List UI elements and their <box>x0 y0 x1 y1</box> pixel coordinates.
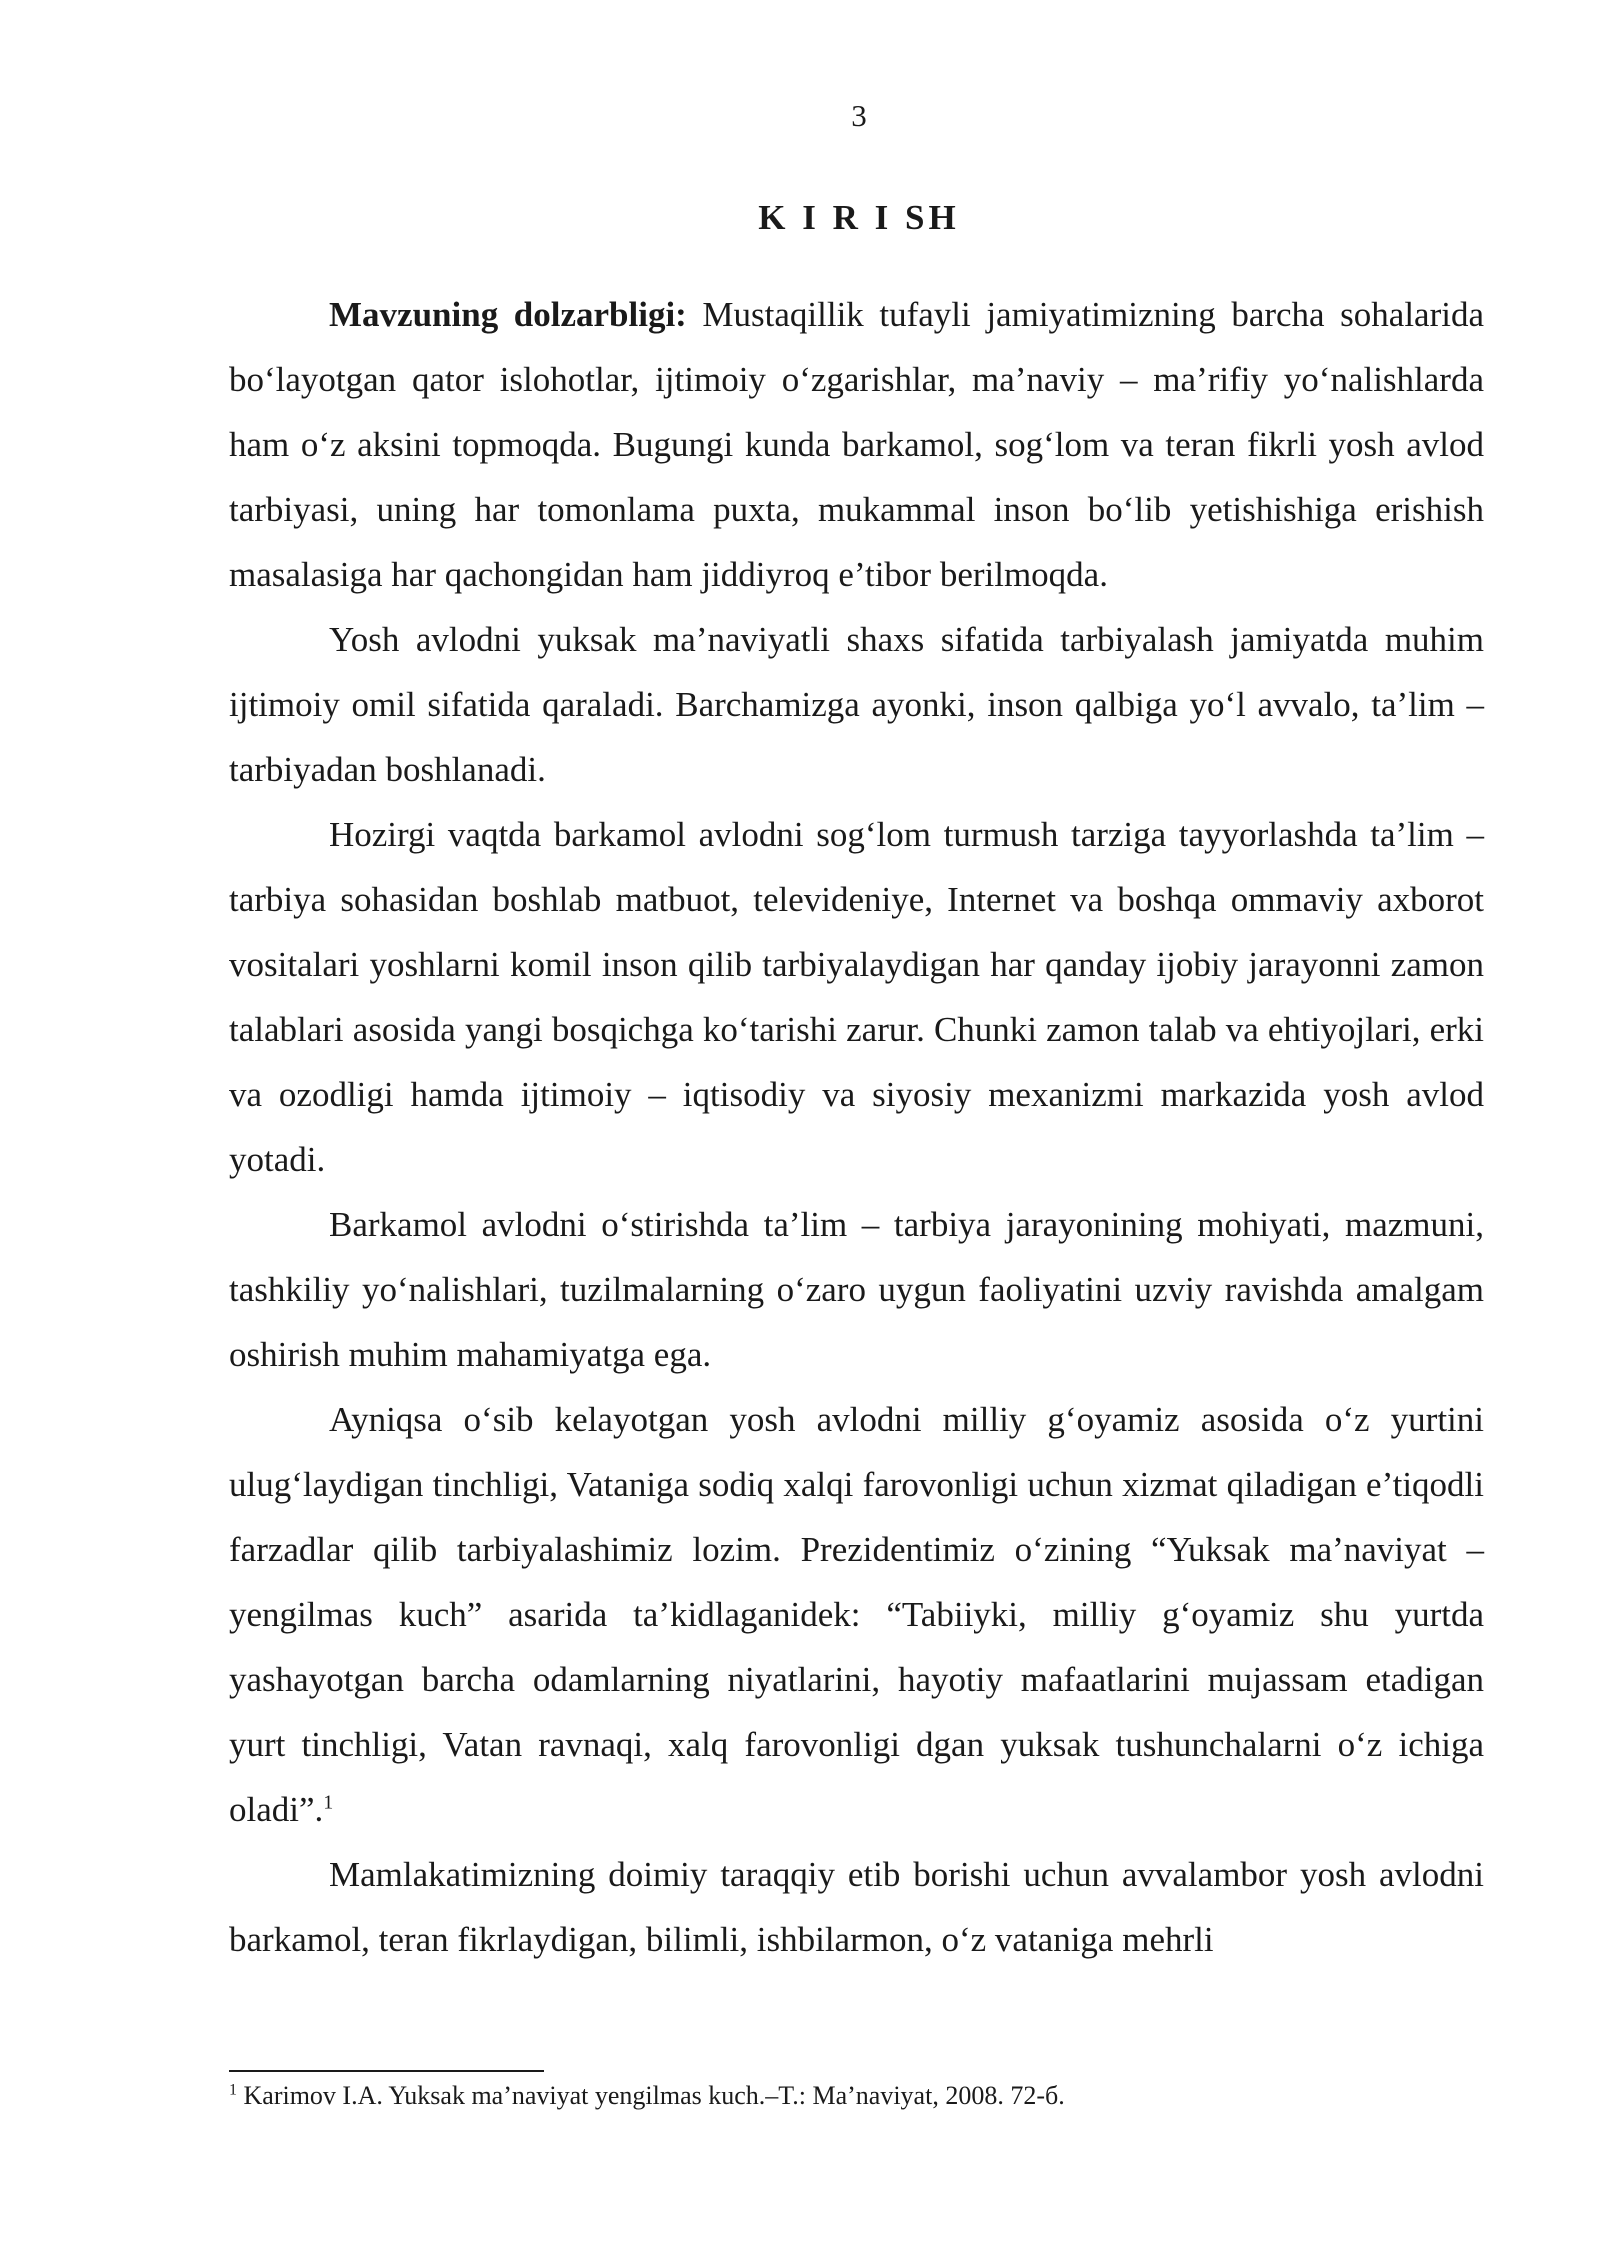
footnote-reference[interactable]: 1 <box>323 1791 334 1814</box>
paragraph-text: Yosh avlodni yuksak ma’naviyatli shaxs sifatida tarbiyalash jamiyatda muhim ijtimoiy omil sifatida qaraladi. Barchamizga ayonki, inson qalbiga yo‘l avvalo, ta’lim – tarbiyadan boshlanadi. <box>229 620 1484 789</box>
page-number: 3 <box>851 98 867 133</box>
paragraph <box>229 1842 1484 1972</box>
topic-relevance-heading: Mavzuning dolzarbligi: <box>329 295 687 334</box>
paragraph-text: Mustaqillik tufayli jamiyatimizning barcha sohalarida bo‘layotgan qator islohotlar, ijtimoiy o‘zgarishlar, ma’naviy – ma’rifiy yo‘nalishlarda ham o‘z aksini topmoqda. Bugungi kunda barkamol, sog‘lom va teran fikrli yosh avlod tarbiyasi, uning har tomonlama puxta, mukammal inson bo‘lib yetishishiga erishish masalasiga har qachongidan ham jiddiyroq e’tibor berilmoqda. <box>229 295 1484 594</box>
footnote-separator <box>229 2070 544 2072</box>
paragraph-text: Hozirgi vaqtda barkamol avlodni sog‘lom turmush tarziga tayyorlashda ta’lim – tarbiya sohasidan boshlab matbuot, televideniye, Internet va boshqa ommaviy axborot vositalari yoshlarni komil inson qilib tarbiyalaydigan har qanday ijobiy jarayonni zamon talablari asosida yangi bosqichga ko‘tarishi zarur. Chunki zamon talab va ehtiyojlari, erki va ozodligi hamda ijtimoiy – iqtisodiy va siyosiy mexanizmi markazida yosh avlod yotadi. <box>229 815 1484 1179</box>
footnote-marker: 1 <box>229 2081 237 2099</box>
paragraph <box>229 802 1484 1192</box>
paragraph <box>229 607 1484 802</box>
footnote-text: Karimov I.A. Yuksak ma’naviyat yengilmas kuch.–T.: Ma’naviyat, 2008. 72-б. <box>237 2081 1065 2110</box>
paragraph-text: Ayniqsa o‘sib kelayotgan yosh avlodni milliy g‘oyamiz asosida o‘z yurtini ulug‘laydigan tinchligi, Vataniga sodiq xalqi farovonligi uchun xizmat qiladigan e’tiqodli farzadlar qilib tarbiyalashimiz lozim. Prezidentimiz o‘zining “Yuksak ma’naviyat – yengilmas kuch” asarida ta’kidlaganidek: “Tabiiyki, milliy g‘oyamiz shu yurtda yashayotgan barcha odamlarning niyatlarini, hayotiy mafaatlarini mujassam etadigan yurt tinchligi, Vatan ravnaqi, xalq farovonligi dgan yuksak tushunchalarni o‘z ichiga oladi”. <box>229 1400 1484 1829</box>
body-text <box>229 282 1484 1972</box>
paragraph <box>229 1387 1484 1842</box>
paragraph-text: Mamlakatimizning doimiy taraqqiy etib borishi uchun avvalambor yosh avlodni barkamol, teran fikrlaydigan, bilimli, ishbilarmon, o‘z vataniga mehrli <box>229 1855 1484 1959</box>
page-title: K I R I SH <box>758 198 960 237</box>
footnote <box>229 2078 1484 2114</box>
paragraph <box>229 282 1484 607</box>
paragraph-text: Barkamol avlodni o‘stirishda ta’lim – tarbiya jarayonining mohiyati, mazmuni, tashkiliy yo‘nalishlari, tuzilmalarning o‘zaro uygun faoliyatini uzviy ravishda amalgam oshirish muhim mahamiyatga ega. <box>229 1205 1484 1374</box>
paragraph <box>229 1192 1484 1387</box>
